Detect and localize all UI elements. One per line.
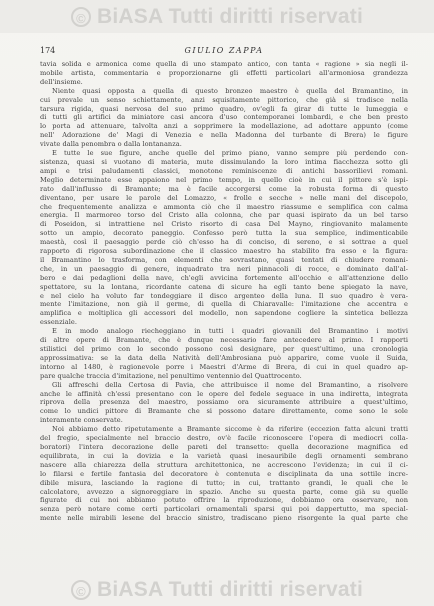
text-line: tavia solida e armonica come quella di uno stampato antico, con tanta « ragione » sia negli il- bbox=[40, 60, 408, 68]
text-line: boratori) l'intera decorazione delle pareti del transetto: quella decorazione magnifica ed bbox=[40, 442, 408, 451]
watermark-bottom bbox=[0, 578, 434, 602]
text-line: senza però notare come certi particolari ornamentali sparsi qui poi dappertutto, ma special- bbox=[40, 505, 408, 514]
page-header bbox=[40, 46, 408, 58]
copyright-icon: © bbox=[71, 7, 91, 27]
text-line: intorno al 1480, è ragionevole porre i Maestri d'Arme di Brera, di cui in quel quadro ap- bbox=[40, 362, 408, 371]
text-line: Gli affreschi della Certosa di Pavia, che attribuisce il nome del Bramantino, a risolvere bbox=[52, 380, 408, 389]
text-line: che frequentemente analizza e ammonta ciò che il maestro riassume e semplifica con calma bbox=[40, 202, 408, 211]
text-line: Niente quasi opposta a quella di questo bronzeo maestro è quella del Bramantino, in bbox=[52, 86, 408, 95]
text-line: amplifica e moltiplica gli accessori del modello, non sapendone cogliere la sintetica bellezza bbox=[40, 309, 408, 318]
text-line: stilistici del primo con lo secondo possono così designare, per quest'ultimo, una cronologia bbox=[40, 345, 408, 353]
text-line: dibile misura, lasciando la ragione di tutto; in cui, trattanto grandi, le quali che le bbox=[40, 478, 408, 487]
text-line: nell' Adorazione de' Magi di Venezia e nella Madonna del turbante di Brera) le figure bbox=[40, 131, 408, 140]
text-line: essenziale. bbox=[40, 318, 77, 327]
text-line: lo filarsi e fertile fantasia del decoratore è contenuta e disciplinata da una sottile incre- bbox=[40, 469, 408, 478]
text-line: Noi abbiamo detto ripetutamente a Bramante siccome è da riferire (eccezion fatta alcuni tratti bbox=[52, 425, 408, 434]
text-line: rapporto di rigorosa subordinazione che il classico maestro ha stabilito fra esso e la figura: bbox=[40, 247, 408, 256]
text-line: il Bramantino lo trasforma, con elementi che sovrastano, quasi tentati di chiudere romani- bbox=[40, 255, 408, 264]
text-line: cui prevale un senso schiettamente, anzi squisitamente pittorico, che già si tradisce nella bbox=[40, 95, 408, 104]
text-line: E tutte le sue figure, anche quelle del primo piano, vanno sempre più perdendo con- bbox=[52, 149, 408, 158]
watermark bbox=[71, 578, 363, 602]
text-line: lo porta ad attenuare, talvolta anzi a sopprimere la modellazione, ad adottare appunto (come bbox=[40, 122, 408, 131]
copyright-icon: © bbox=[71, 580, 91, 600]
text-line: ampi e trisi paludamenti classici, monotone reminiscenze di antichi bassorilievi romani. bbox=[40, 166, 408, 175]
text-line: come lo undici pittore di Bramante che si possono datare direttamente, come sono le sole bbox=[40, 407, 408, 416]
body-text bbox=[40, 60, 408, 574]
text-line: figurate di cui noi abbiamo potuto offrire la riproduzione, dobbiamo ora osservare, non bbox=[40, 496, 408, 505]
text-line: mente l'imitazione, non già il germe, di quella di Chiaravalle: l'imitazione che accentra e bbox=[40, 300, 408, 309]
page-number: 174 bbox=[40, 46, 56, 55]
text-line: mente nelle mirabili lesene del braccio sinistro, tradiscano pieno risorgente la qual parte che bbox=[40, 514, 408, 523]
text-line: E in modo analogo riecheggiano in tutti i quadri giovanili del Bramantino i motivi bbox=[52, 327, 408, 336]
watermark-text: BiASA Tutti diritti riservati bbox=[97, 4, 363, 28]
text-line: maestà, così il paesaggio perde ciò ch'esso ha di conciso, di sereno, e si sottrae a quel bbox=[40, 238, 408, 247]
text-line: sotto un ampio, decorato paneggio. Confesso però tutta la sua semplice, indimenticabile bbox=[40, 229, 408, 238]
watermark bbox=[71, 5, 363, 29]
text-line: vivate dalla penombra o dalla lontananza. bbox=[40, 140, 182, 149]
text-line: interamente conservate. bbox=[40, 416, 123, 425]
text-line: riprova della presenza del maestro, possiamo ora sicuramente attribuire a quest'ultimo, bbox=[40, 398, 408, 407]
text-line: rato dall'influsso di Bramante; ma è facile accorgersi come la robusta forma di questo bbox=[40, 184, 408, 193]
text-line: dell'insieme. bbox=[40, 77, 83, 86]
text-line: di altre opere di Bramante, che è dunque necessario fare antecedere al primo. I rapporti bbox=[40, 336, 408, 345]
text-line: sistenza, quasi si vuotano di materia, mute dissimulando la loro intima fiacchezza sotto gli bbox=[40, 157, 408, 166]
text-line: del fregio, specialmente nel braccio destro, ov'è facile riconoscere l'opera di mediocri colla- bbox=[40, 434, 408, 443]
text-line: mobile artista, commentaria e proporzionarne gli effetti particolari all'armoniosa grandezza bbox=[40, 68, 408, 77]
text-line: nascere alla chiarezza della struttura architettonica, ne accrescono l'evidenza; in cui il ci- bbox=[40, 460, 408, 469]
text-line: bero e dai pedaglioni della nave, ch'egli avvicina fortemente all'occhio e all'attenzione dello bbox=[40, 273, 408, 282]
text-line: e nel cielo ha voluto far tondeggiare il disco argenteo della luna. Il suo quadro è vera- bbox=[40, 291, 408, 300]
text-line: di Poseidon, si intrattiene nel Cristo risorto di casa Del Mayno, ringiovanito malamente bbox=[40, 220, 408, 229]
running-head: GIULIO ZAPPA bbox=[184, 46, 264, 55]
text-line: energia. Il marmoreo torso del Cristo alla colonna, che par quasi ispirato da un bel tarso bbox=[40, 211, 408, 220]
text-line: pare qualche traccia d'imitazione, nel penultimo ventennio del Quattrocento. bbox=[40, 371, 302, 380]
text-line: anche le affinità ch'essi presentano con le opere del fedele seguace in una indiretta, integrata bbox=[40, 389, 408, 398]
text-line: equilibrata, in cui la dovizia e la varietà quasi inesauribile degli ornamenti sembrano bbox=[40, 451, 408, 460]
text-line: di tutti gli artifici da miniatore casi ancora d'uso contemporanei lombardi, e che ben presto bbox=[40, 113, 408, 122]
text-line: tarsura rigida, quasi nervosa del suo primo quadro, ov'egli fa girar di tutte le lumeggia e bbox=[40, 104, 408, 113]
watermark-banner bbox=[0, 0, 434, 33]
text-line: Meglio determinate esse appaiono nel primo tempo, in quello cioè in cui il pittore s'è ispi- bbox=[40, 175, 408, 184]
text-line: che, in un paesaggio di genere, inquadrato tra neri pinnacoli di rocce, e dominato dall'al- bbox=[40, 264, 408, 273]
text-line: spettatore, su la lontana, ricordante catena di sicure ha egli tanto bene spiegato la nave, bbox=[40, 282, 408, 291]
text-line: calcolatore, avvezzo a signoreggiare in spazio. Anche su questa parte, come già su quelle bbox=[40, 487, 408, 496]
watermark-text: BiASA Tutti diritti riservati bbox=[97, 578, 363, 601]
text-line: approssimativa: se la data della Natività dell'Ambrosiana può apparire, come vuole il Suida, bbox=[40, 353, 408, 362]
text-line: diventano, per usare le parole del Lomazzo, « frolle e secche » nelle mani del discepolo, bbox=[40, 193, 408, 202]
